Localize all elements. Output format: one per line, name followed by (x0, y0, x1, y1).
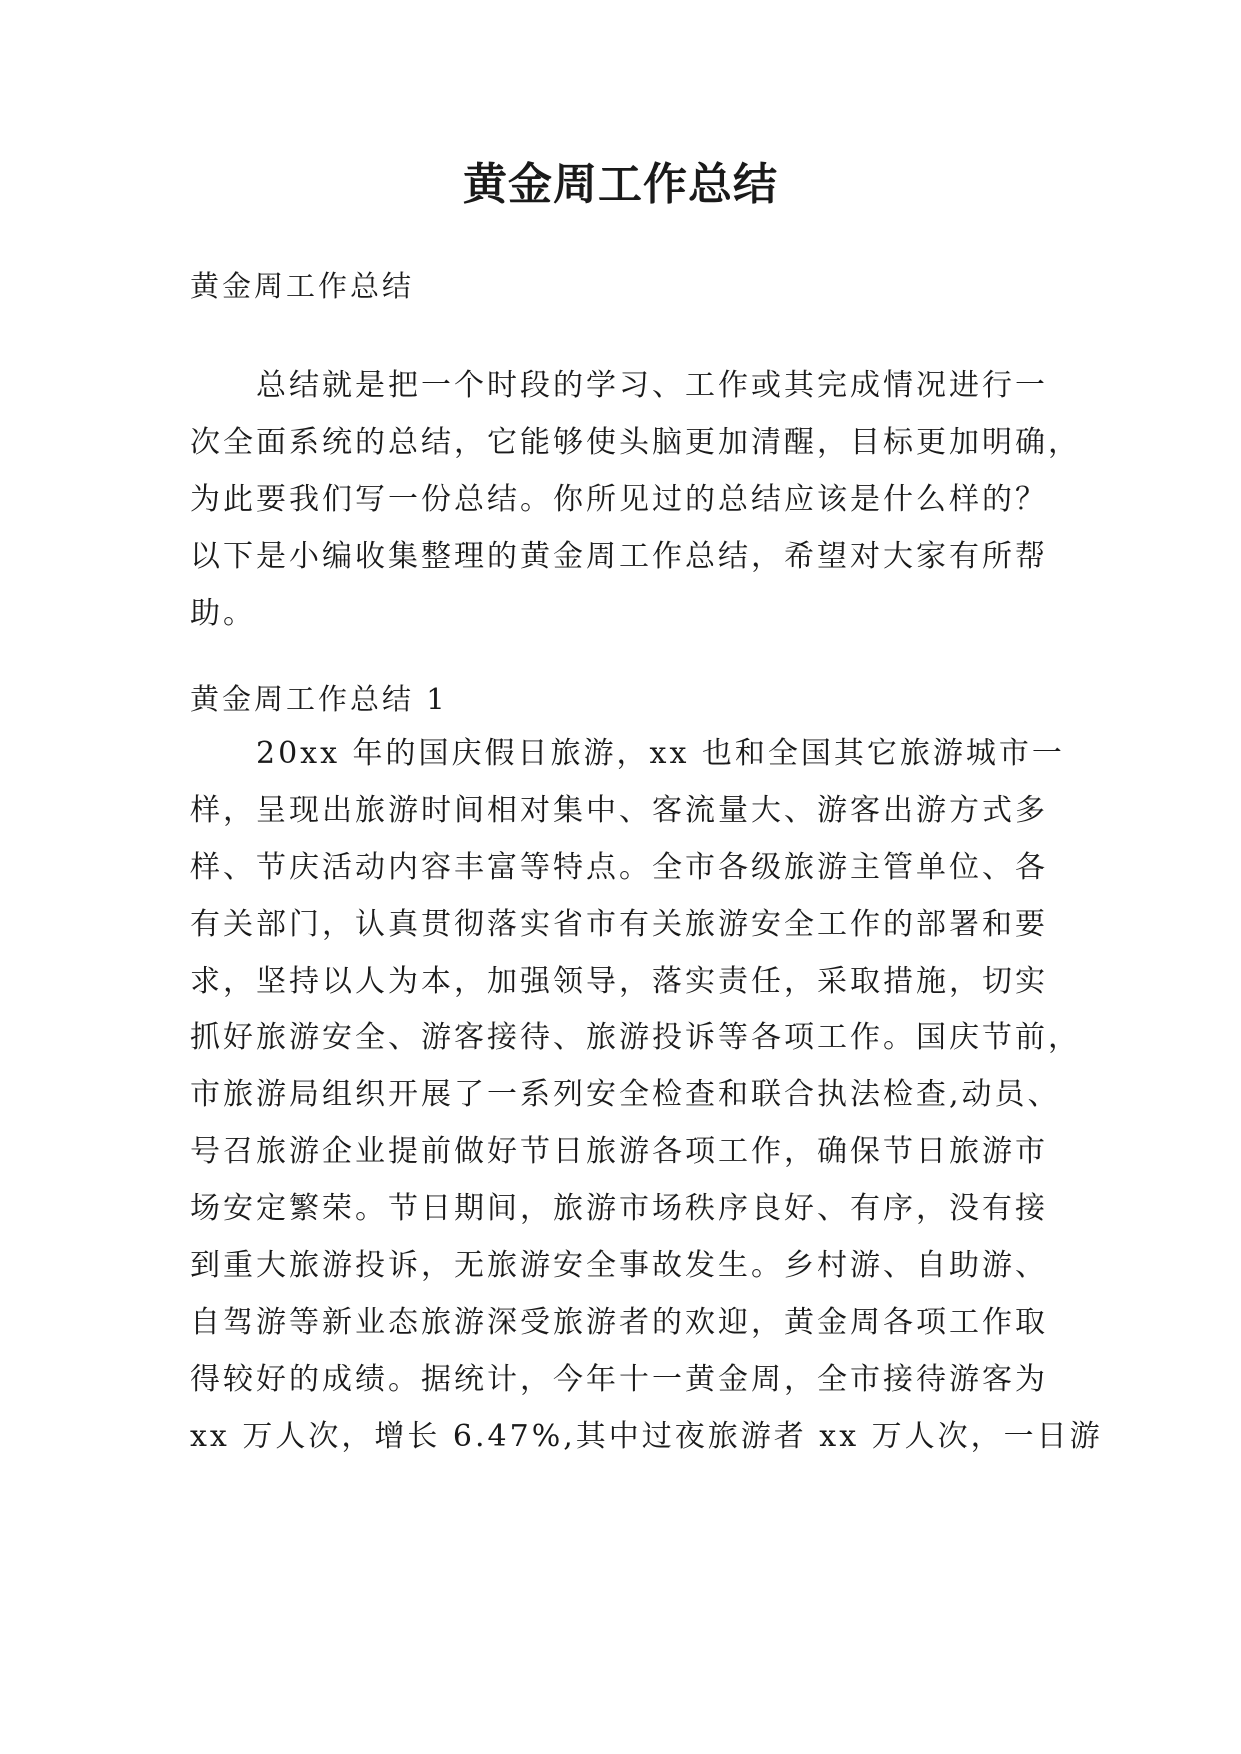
body-line: 市旅游局组织开展了一系列安全检查和联合执法检查,动员、 (190, 1077, 1061, 1113)
intro-line: 助。 (190, 596, 256, 631)
body-line: 抓好旅游安全、游客接待、旅游投诉等各项工作。国庆节前， (190, 1020, 1081, 1056)
intro-paragraph (190, 357, 1090, 642)
section-paragraph (190, 726, 1103, 1466)
body-line: 有关部门，认真贯彻落实省市有关旅游安全工作的部署和要 (190, 906, 1048, 942)
body-line: 求，坚持以人为本，加强领导，落实责任，采取措施，切实 (190, 963, 1048, 999)
document-title: 黄金周工作总结 (463, 159, 778, 210)
body-line: 样，呈现出旅游时间相对集中、客流量大、游客出游方式多 (190, 792, 1048, 828)
intro-line: 以下是小编收集整理的黄金周工作总结，希望对大家有所帮 (190, 539, 1048, 574)
body-line: 20xx 年的国庆假日旅游，xx 也和全国其它旅游城市一 (256, 736, 1065, 771)
body-line: xx 万人次，增长 6.47%,其中过夜旅游者 xx 万人次，一日游 (190, 1418, 1103, 1454)
body-line: 得较好的成绩。据统计，今年十一黄金周，全市接待游客为 (190, 1361, 1048, 1397)
body-line: 场安定繁荣。节日期间，旅游市场秩序良好、有序，没有接 (190, 1191, 1048, 1227)
document-subtitle: 黄金周工作总结 (190, 269, 415, 303)
intro-line: 为此要我们写一份总结。你所见过的总结应该是什么样的？ (190, 482, 1048, 517)
intro-line: 总结就是把一个时段的学习、工作或其完成情况进行一 (256, 368, 1048, 403)
body-line: 样、节庆活动内容丰富等特点。全市各级旅游主管单位、各 (190, 849, 1048, 885)
section-heading: 黄金周工作总结 1 (190, 682, 448, 716)
body-line: 号召旅游企业提前做好节日旅游各项工作，确保节日旅游市 (190, 1134, 1048, 1170)
intro-line: 次全面系统的总结，它能够使头脑更加清醒，目标更加明确， (190, 425, 1081, 460)
body-line: 到重大旅游投诉，无旅游安全事故发生。乡村游、自助游、 (190, 1248, 1048, 1284)
body-line: 自驾游等新业态旅游深受旅游者的欢迎，黄金周各项工作取 (190, 1304, 1048, 1340)
